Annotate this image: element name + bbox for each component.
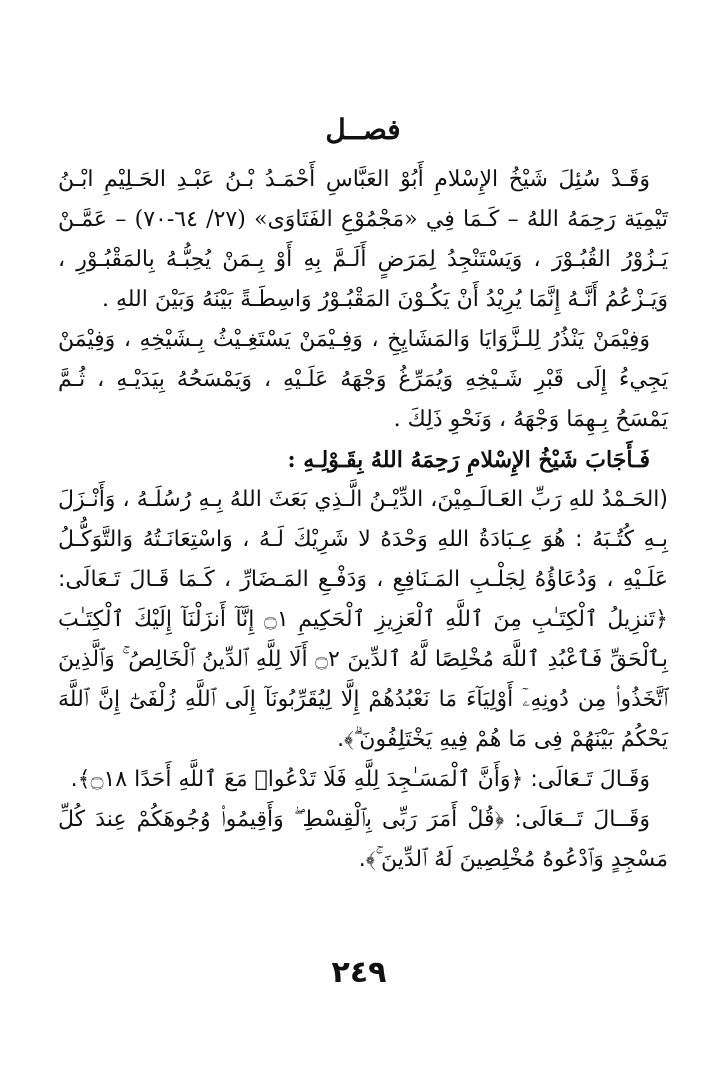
section-heading: فصــل	[325, 113, 401, 146]
answer-intro: فَـأَجَابَ شَيْخُ الإِسْلامِ رَحِمَهُ اللهُ بِقَـوْلِـهِ :	[287, 447, 650, 473]
question-details-paragraph: وَفِيْمَنْ يَنْذُرُ لِلـزَّوَايَا وَالمَشَايِخِ ، وَفِـيْمَنْ يَسْتَغِـيْثُ بِـشَيْخِهِ ، وَفِيْمَنْ يَجِيءُ إِلَى قَبْرِ شَـيْخِهِ وَيُمَرِّغُ وَجْهَهُ عَلَـيْهِ ، وَيَمْسَحُهُ بِيَدَيْـهِ ، ثُـمَّ يَمْسَحُ بِـهِمَا وَجْهَهُ ، وَنَحْوِ ذَلِكَ .	[58, 327, 668, 432]
question-paragraph: وَقَـدْ سُئِلَ شَيْخُ الإِسْلامِ أَبُوْ العَبَّاسِ أَحْمَـدُ بْـنُ عَبْـدِ الحَـلِيْمِ ابْـنُ تَيْمِيَة رَحِمَهُ اللهُ – كَـمَا فِي «مَجْمُوْعِ الفَتَاوَى» (٢٧/ ٦٤-٧٠) – عَمَّـنْ يَـزُوْرُ القُبُـوْرَ ، وَيَسْتَنْجِدُ لِمَرَضٍ أَلَـمَّ بِهِ أَوْ بِـمَنْ يُحِبُّـهُ بِالمَقْبُـوْرِ ، وَيَـزْعُمُ أَنَّـهُ إِنَّمَا يُرِيْدُ أَنْ يَكُـوْنَ المَقْبُـوْرُ وَاسِطَـةً بَيْنَهُ وَبَيْنَ اللهِ .	[58, 167, 669, 312]
verse-paragraph-2: وَقَــالَ تَــعَالَى: ﴿قُلْ أَمَرَ رَبِّى بِٱلْقِسْطِ ۖ وَأَقِيمُوا۟ وُجُوهَكُمْ عِندَ كُلِّ مَسْجِدٍ وَٱدْعُوهُ مُخْلِصِينَ لَهُ ٱلدِّينَ ۚ﴾.	[58, 807, 668, 872]
page-number: ٢٤٩	[331, 955, 387, 990]
verse-paragraph-1: وَقَـالَ تَـعَالَى: ﴿وَأَنَّ ٱلْمَسَـٰجِدَ لِلَّهِ فَلَا تَدْعُوا۟ مَعَ ٱللَّهِ أَحَدًا ۝١٨﴾.	[70, 767, 650, 792]
answer-paragraph: (الحَـمْدُ للهِ رَبِّ العَـالَـمِيْنَ، الدِّيْـنُ الَّـذِي بَعَثَ اللهُ بِـهِ رُسُلَـهُ ، وَأَنْـزَلَ بِـهِ كُتُـبَهُ : هُوَ عِـبَادَةُ اللهِ وَحْدَهُ لا شَرِيْكَ لَـهُ ، وَاسْتِعَانَـتُهُ وَالتَّوَكُّـلُ عَلَـيْهِ ، وَدُعَاؤُهُ لِجَلْـبِ المَـنَافِعِ ، وَدَفْـعِ المَـضَارِّ ، كَـمَا قَـالَ تَـعَالَى: ﴿تَنزِيلُ ٱلْكِتَـٰبِ مِنَ ٱللَّهِ ٱلْعَزِيزِ ٱلْحَكِيمِ ۝١ إِنَّآ أَنزَلْنَآ إِلَيْكَ ٱلْكِتَـٰبَ بِٱلْحَقِّ فَٱعْبُدِ ٱللَّهَ مُخْلِصًا لَّهُ ٱلدِّينَ ۝٢ أَلَا لِلَّهِ ٱلدِّينُ ٱلْخَالِصُ ۚ وَٱلَّذِينَ ٱتَّخَذُوا۟ مِن دُونِهِۦٓ أَوْلِيَآءَ مَا نَعْبُدُهُمْ إِلَّا لِيُقَرِّبُونَآ إِلَى ٱللَّهِ زُلْفَىٰٓ إِنَّ ٱللَّهَ يَحْكُمُ بَيْنَهُمْ فِى مَا هُمْ فِيهِ يَخْتَلِفُونَ ۗ﴾.	[58, 487, 668, 752]
document-page	[58, 110, 668, 990]
